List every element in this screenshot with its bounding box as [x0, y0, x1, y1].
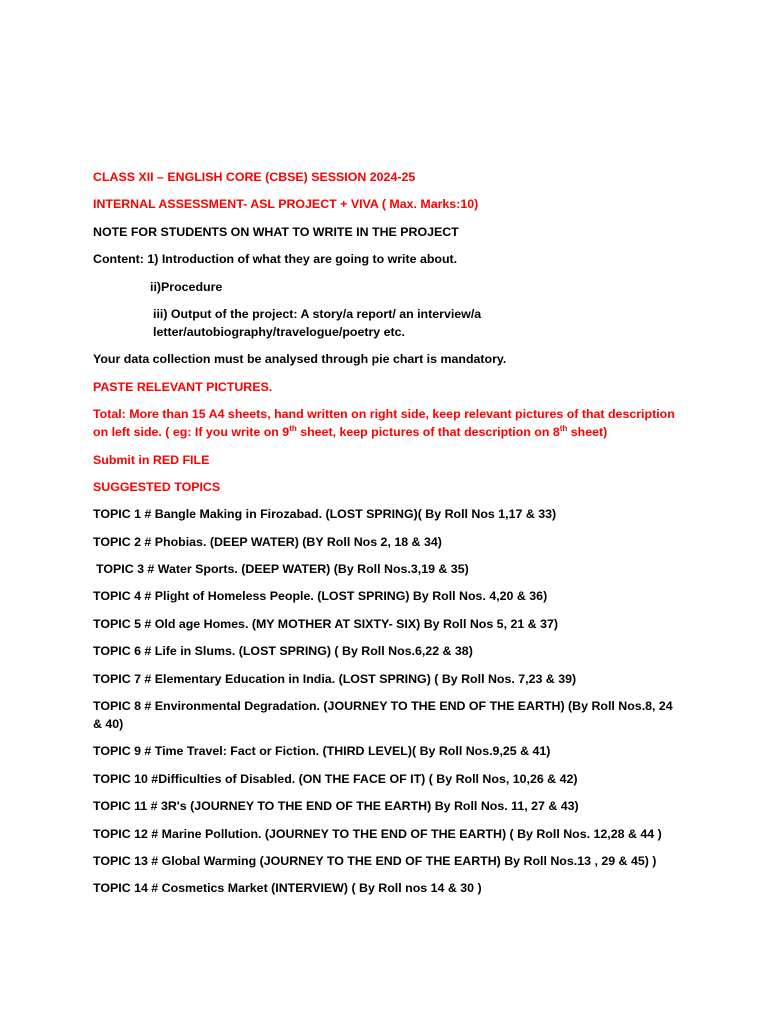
- paste-pictures-note: PASTE RELEVANT PICTURES.: [93, 379, 273, 394]
- content-item-3: iii) Output of the project: A story/a report/ an interview/a letter/autobiography/travelogue/poetry etc.: [153, 306, 482, 339]
- class-session-heading: CLASS XII – ENGLISH CORE (CBSE) SESSION 2024-25: [93, 170, 416, 184]
- superscript-th-1: th: [289, 424, 297, 433]
- submit-note: Submit in RED FILE: [93, 452, 210, 467]
- topic-item: TOPIC 4 # Plight of Homeless People. (LOST SPRING) By Roll Nos. 4,20 & 36): [93, 589, 548, 604]
- data-collection-note: Your data collection must be analysed through pie chart is mandatory.: [93, 352, 507, 367]
- superscript-th-2: th: [559, 424, 568, 433]
- topic-item: TOPIC 10 #Difficulties of Disabled. (ON THE FACE OF IT) ( By Roll Nos, 10,26 & 42): [93, 771, 578, 786]
- topic-item: TOPIC 1 # Bangle Making in Firozabad. (LOST SPRING)( By Roll Nos 1,17 & 33): [93, 507, 557, 522]
- total-text-b: sheet, keep pictures of that description on 8: [296, 425, 560, 440]
- assessment-heading: INTERNAL ASSESSMENT- ASL PROJECT + VIVA ( Max. Marks:10): [93, 197, 479, 212]
- note-heading: NOTE FOR STUDENTS ON WHAT TO WRITE IN THE PROJECT: [93, 224, 459, 239]
- topic-item: TOPIC 7 # Elementary Education in India. (LOST SPRING) ( By Roll Nos. 7,23 & 39): [93, 671, 577, 686]
- topic-item: TOPIC 12 # Marine Pollution. (JOURNEY TO THE END OF THE EARTH) ( By Roll Nos. 12,28 & 44 ): [93, 826, 662, 841]
- topic-item: TOPIC 11 # 3R's (JOURNEY TO THE END OF THE EARTH) By Roll Nos. 11, 27 & 43): [93, 799, 579, 814]
- content-item-1: Content: 1) Introduction of what they are going to write about.: [93, 252, 458, 267]
- suggested-topics-heading: SUGGESTED TOPICS: [93, 479, 221, 494]
- total-text-a: Total: More than 15 A4 sheets, hand written on right side, keep relevant pictures of that description on left side. ( eg: If you write on 9: [93, 407, 675, 440]
- topic-item: TOPIC 3 # Water Sports. (DEEP WATER) (By Roll Nos.3,19 & 35): [96, 562, 469, 577]
- topic-item: TOPIC 14 # Cosmetics Market (INTERVIEW) ( By Roll nos 14 & 30 ): [93, 881, 482, 896]
- topic-item: TOPIC 5 # Old age Homes. (MY MOTHER AT SIXTY- SIX) By Roll Nos 5, 21 & 37): [93, 616, 558, 631]
- total-text-c: sheet): [567, 425, 608, 440]
- content-item-2: ii)Procedure: [150, 279, 223, 294]
- topic-item: TOPIC 13 # Global Warming (JOURNEY TO THE END OF THE EARTH) By Roll Nos.13 , 29 & 45) ): [93, 853, 657, 868]
- topic-item: TOPIC 9 # Time Travel: Fact or Fiction. (THIRD LEVEL)( By Roll Nos.9,25 & 41): [93, 744, 551, 759]
- topic-item: TOPIC 2 # Phobias. (DEEP WATER) (BY Roll Nos 2, 18 & 34): [93, 534, 442, 549]
- topic-item: TOPIC 6 # Life in Slums. (LOST SPRING) ( By Roll Nos.6,22 & 38): [93, 644, 473, 659]
- total-sheets-note: [93, 405, 683, 441]
- document-page: [93, 168, 683, 907]
- topic-item: TOPIC 8 # Environmental Degradation. (JOURNEY TO THE END OF THE EARTH) (By Roll Nos.8, 24 & 40): [93, 699, 673, 732]
